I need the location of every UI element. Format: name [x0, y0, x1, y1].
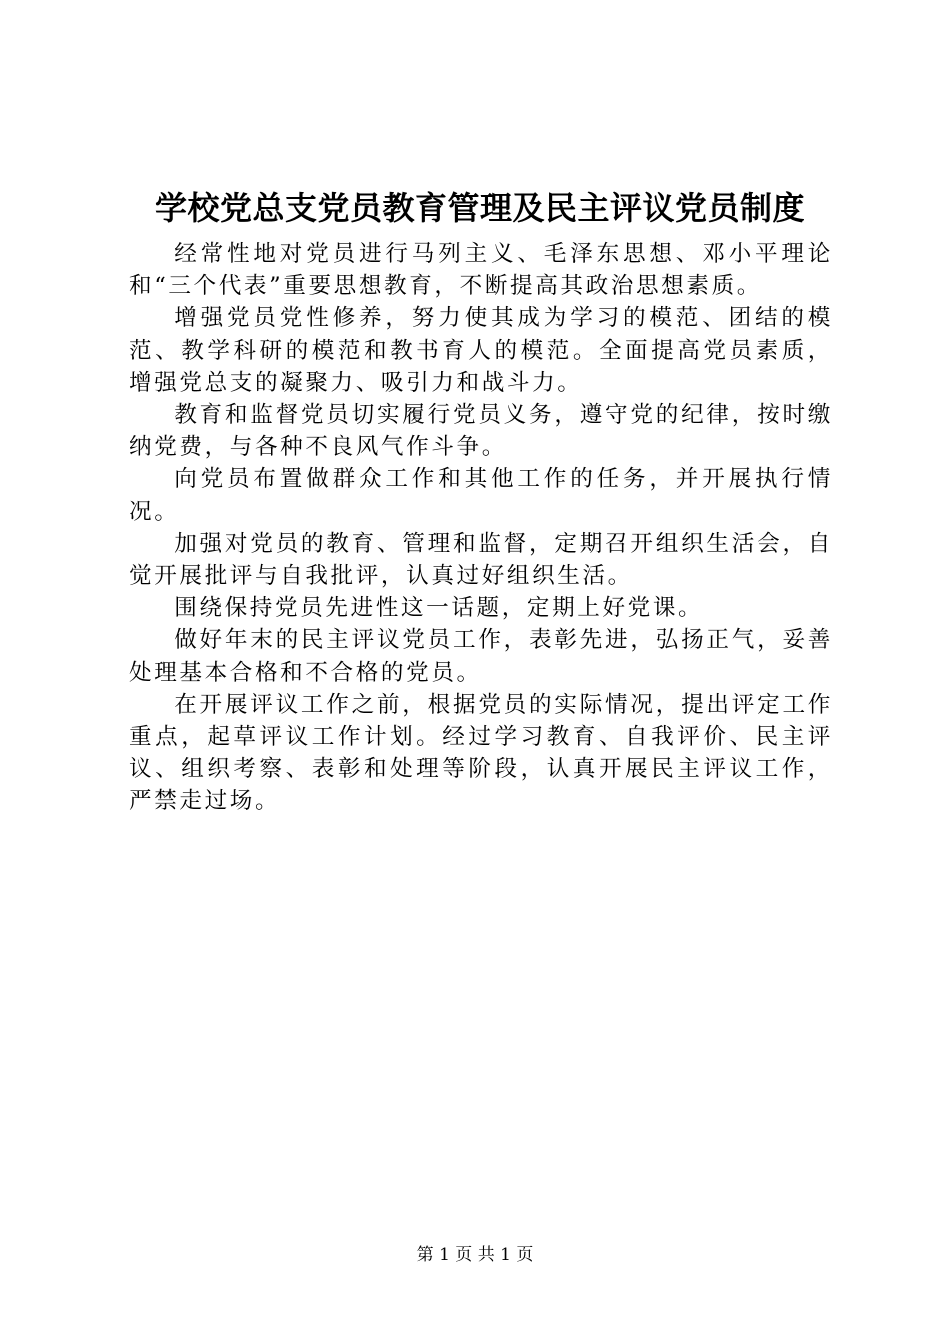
- document-body: [129, 238, 833, 818]
- paragraph: 加强对党员的教育、管理和监督，定期召开组织生活会，自觉开展批评与自我批评，认真过好组织生活。: [129, 530, 833, 590]
- paragraph: 围绕保持党员先进性这一话题，定期上好党课。: [174, 595, 704, 622]
- paragraph: 在开展评议工作之前，根据党员的实际情况，提出评定工作重点，起草评议工作计划。经过学习教育、自我评价、民主评议、组织考察、表彰和处理等阶段，认真开展民主评议工作，严禁走过场。: [129, 691, 833, 815]
- paragraph: 教育和监督党员切实履行党员义务，遵守党的纪律，按时缴纳党费，与各种不良风气作斗争。: [129, 402, 833, 461]
- page-number-footer: 第 1 页 共 1 页: [416, 1245, 534, 1265]
- document-title: 学校党总支党员教育管理及民主评议党员制度: [154, 189, 805, 227]
- paragraph: 向党员布置做群众工作和其他工作的任务，并开展执行情况。: [129, 466, 833, 525]
- paragraph: 做好年末的民主评议党员工作，表彰先进，弘扬正气，妥善处理基本合格和不合格的党员。: [129, 627, 833, 686]
- paragraph: 经常性地对党员进行马列主义、毛泽东思想、邓小平理论和“三个代表”重要思想教育，不断提高其政治思想素质。: [129, 241, 833, 300]
- paragraph: 增强党员党性修养，努力使其成为学习的模范、团结的模范、教学科研的模范和教书育人的模范。全面提高党员素质，增强党总支的凝聚力、吸引力和战斗力。: [129, 305, 833, 396]
